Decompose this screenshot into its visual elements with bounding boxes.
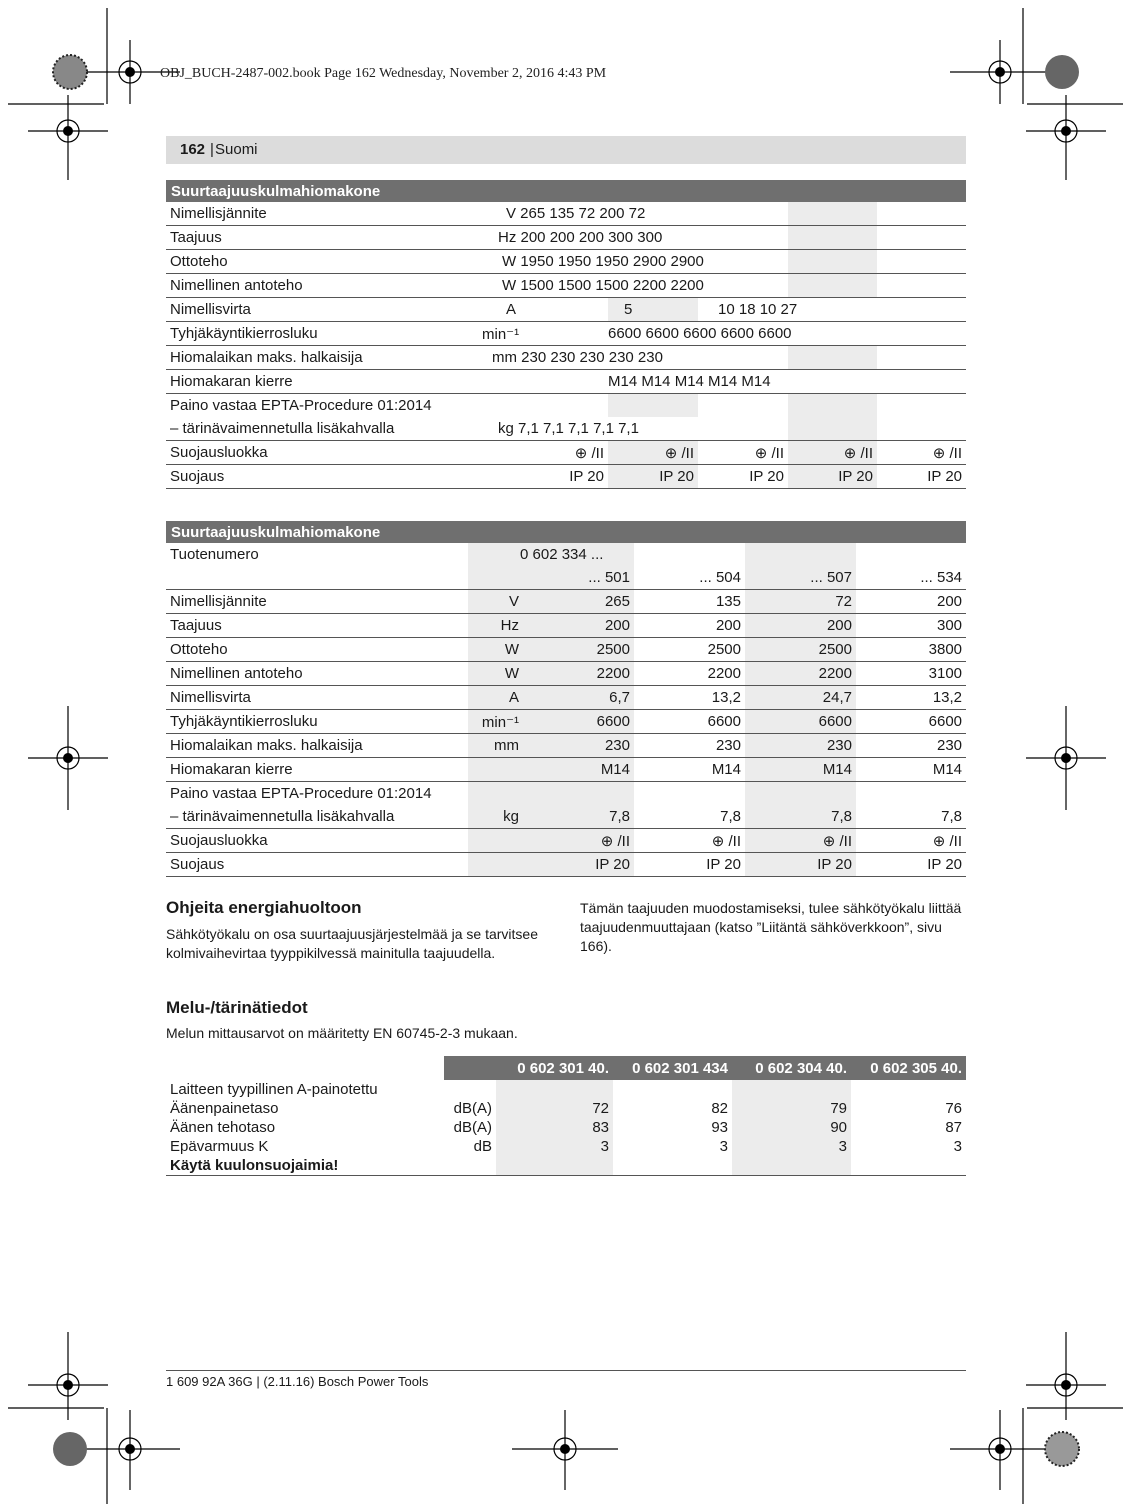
footer-divider bbox=[166, 1370, 966, 1371]
table-row: – tärinävaimennetulla lisäkahvalla kg 7,8 7,8 7,8 7,8 bbox=[166, 805, 966, 829]
energy-text-left: Sähkötyökalu on osa suurtaajuusjärjestelmää ja se tarvitsee kolmivaihevirtaa tyyppikilvessä mainitulla taajuudella. bbox=[166, 926, 538, 961]
table-row: Ottoteho W 1950 1950 1950 2900 2900 bbox=[166, 250, 966, 274]
energy-text-right: Tämän taajuuden muodostamiseksi, tulee sähkötyökalu liittää taajuudenmuuttajaan (katso ”Liitäntä sähköverkkoon”, sivu 166). bbox=[580, 900, 962, 954]
table2-title: Suurtaajuuskulmahiomakone bbox=[166, 521, 966, 543]
table-row: Nimellisvirta A 6,7 13,2 24,7 13,2 bbox=[166, 686, 966, 710]
table-row: Nimellisvirta A 5 10 18 10 27 bbox=[166, 298, 966, 322]
table-row: Tyhjäkäyntikierrosluku min⁻¹ 6600 6600 6600 6600 bbox=[166, 710, 966, 734]
table-row: Nimellisjännite V 265 135 72 200 bbox=[166, 590, 966, 614]
spec-table-2: Suurtaajuuskulmahiomakone Tuotenumero 0 602 334 ... ... 501 ... 504 ... 507 ... 534 Nimellisjännite V 265 135 72 200 Taajuus Hz 200 200 200 300 Ottoteho W 2500 2500 2500 3800 Nimellinen antoteho W 2200 2200 2200 3100 Nimellisvirta A 6,7 13,2 24,7 13,2 Tyhjäkäyntikierrosluku min⁻¹ 6600 6600 6600 6600 Hiomalaikan maks. halkaisija mm 230 230 230 230 Hiomakaran kierre M14 M14 M14 M14 Paino vastaa EPTA-Procedure 01:2014 – tärinävaimennetulla lisäkahvalla kg 7,8 7,8 7,8 7,8 Suojausluokka ⊕ /II ⊕ /II ⊕ /II ⊕ /II Suojaus IP 20 IP 20 IP 20 IP 20 bbox=[166, 521, 966, 877]
table-row: Paino vastaa EPTA-Procedure 01:2014 bbox=[166, 394, 966, 418]
table-row: Taajuus Hz 200 200 200 300 bbox=[166, 614, 966, 638]
energy-heading: Ohjeita energiahuoltoon bbox=[166, 898, 362, 917]
table-row: Tyhjäkäyntikierrosluku min⁻¹ 6600 6600 6600 6600 6600 bbox=[166, 322, 966, 346]
table-row: Suojausluokka ⊕ /II ⊕ /II ⊕ /II ⊕ /II ⊕ /II bbox=[166, 441, 966, 465]
page-header-separator: | bbox=[210, 141, 214, 158]
noise-intro: Melun mittausarvot on määritetty EN 60745-2-3 mukaan. bbox=[166, 1025, 518, 1041]
table-row: Hiomakaran kierre M14 M14 M14 M14 M14 bbox=[166, 370, 966, 394]
table-row: Nimellisjännite V 265 135 72 200 72 bbox=[166, 202, 966, 226]
table-row: Äänen tehotaso dB(A) 83 93 90 87 bbox=[170, 1119, 962, 1136]
page-header-bar bbox=[166, 136, 966, 164]
table-row: Suojausluokka ⊕ /II ⊕ /II ⊕ /II ⊕ /II bbox=[166, 829, 966, 853]
table-row: Hiomakaran kierre M14 M14 M14 M14 bbox=[166, 758, 966, 782]
print-header: OBJ_BUCH-2487-002.book Page 162 Wednesday, November 2, 2016 4:43 PM bbox=[160, 66, 607, 81]
table-row: Nimellinen antoteho W 2200 2200 2200 3100 bbox=[166, 662, 966, 686]
table-row: Taajuus Hz 200 200 200 300 300 bbox=[166, 226, 966, 250]
spec-table-1 bbox=[166, 180, 966, 489]
table-row: Ottoteho W 2500 2500 2500 3800 bbox=[166, 638, 966, 662]
table-row: Suojaus IP 20 IP 20 IP 20 IP 20 IP 20 bbox=[166, 465, 966, 489]
noise-heading: Melu-/tärinätiedot bbox=[166, 998, 308, 1017]
table-row: Hiomalaikan maks. halkaisija mm 230 230 230 230 bbox=[166, 734, 966, 758]
table-row: Äänenpainetaso dB(A) 72 82 79 76 bbox=[170, 1100, 962, 1117]
page-number: 162 bbox=[180, 141, 206, 158]
table-row: – tärinävaimennetulla lisäkahvalla kg 7,1 7,1 7,1 7,1 7,1 bbox=[166, 417, 966, 441]
hearing-protection-warning: Käytä kuulonsuojaimia! bbox=[166, 1156, 444, 1176]
table-row: Suojaus IP 20 IP 20 IP 20 IP 20 bbox=[166, 853, 966, 877]
table-row: Epävarmuus K dB 3 3 3 3 bbox=[170, 1138, 962, 1155]
noise-table: 0 602 301 40. 0 602 301 434 0 602 304 40. 0 602 305 40. Laitteen tyypillinen A-painotettu Äänenpainetaso dB(A) 72 82 79 76 Äänen tehotaso dB(A) 83 93 90 87 Epävarmuus K dB 3 3 3 3 Käytä kuulonsuojaimia! bbox=[166, 1056, 966, 1176]
table1-title: Suurtaajuuskulmahiomakone bbox=[166, 180, 966, 202]
table-row: Nimellinen antoteho W 1500 1500 1500 2200 2200 bbox=[166, 274, 966, 298]
page-footer: 1 609 92A 36G | (2.11.16) Bosch Power Tools bbox=[166, 1374, 429, 1389]
table-row: Hiomalaikan maks. halkaisija mm 230 230 230 230 230 bbox=[166, 346, 966, 370]
page-language: Suomi bbox=[215, 141, 258, 158]
